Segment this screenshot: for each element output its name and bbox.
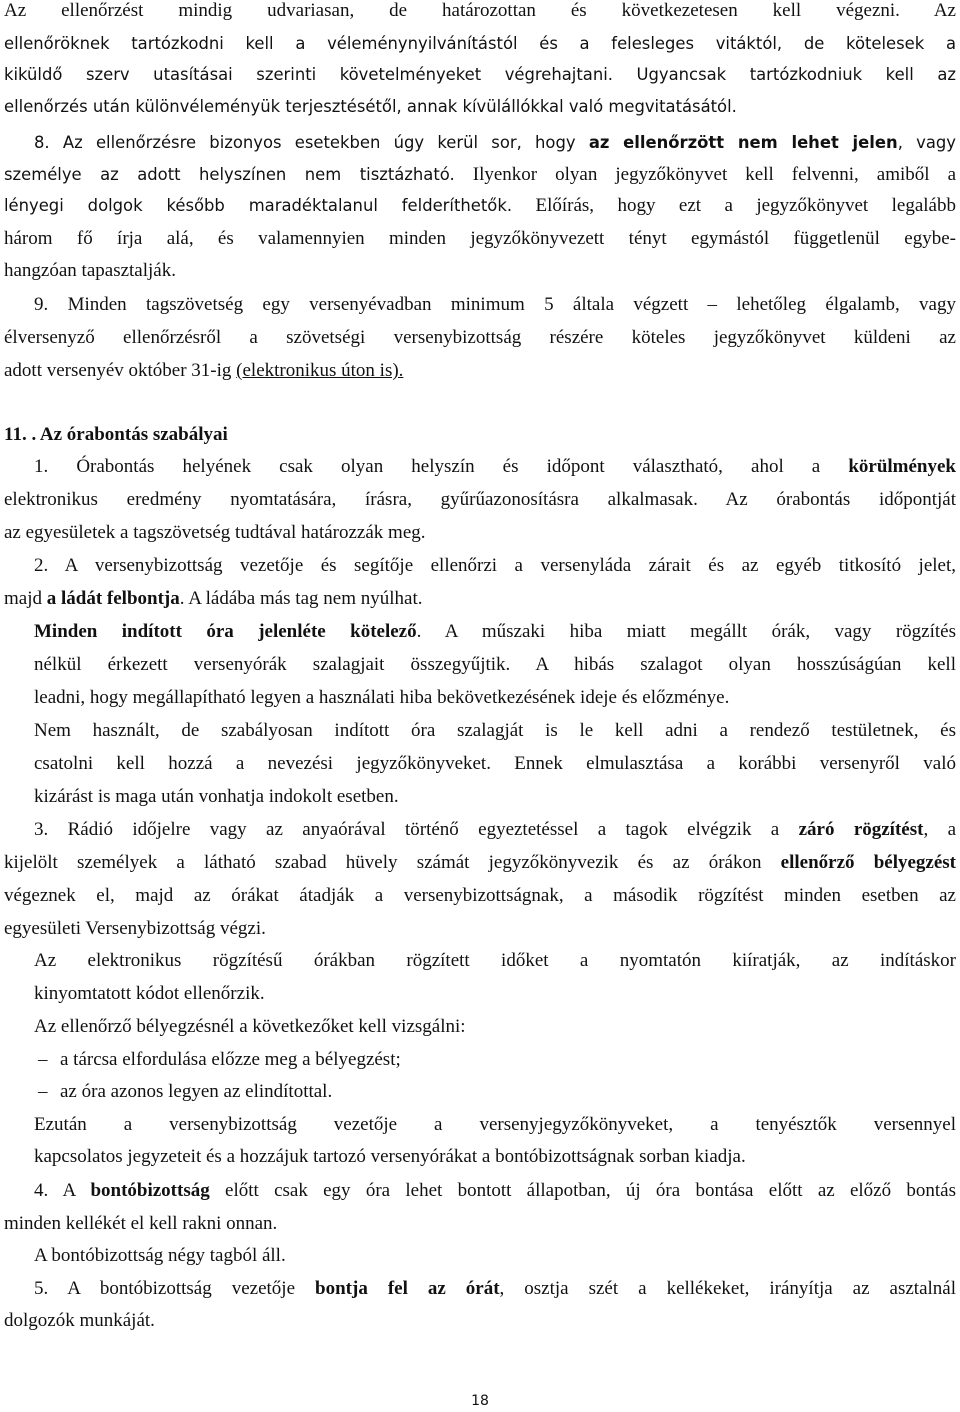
bold-phrase: bontóbizottság (90, 1180, 210, 1201)
text-line: Az ellenőrző bélyegzésnél a következőket kell vizsgálni: (34, 1016, 466, 1037)
bold-phrase: körülmények (848, 456, 956, 477)
text-line: csatolni kell hozzá a nevezési jegyzőkönyveket. Ennek elmulasztása a korábbi versenyről való (34, 753, 956, 774)
text-line (4, 356, 956, 386)
text-span: , a (923, 819, 956, 840)
text-line: kizárást is maga után vonhatja indokolt esetben. (34, 786, 399, 807)
paragraph-8 (34, 128, 956, 158)
text-line: három fő írja alá, és valamennyien minden jegyzőkönyvezett tényt egymástól függetlenül egybe- (4, 228, 956, 249)
section-title: 11. . Az órabontás szabályai (4, 424, 228, 445)
text-line: leadni, hogy megállapítható legyen a használati hiba bekövetkezésének ideje és előzménye. (34, 687, 730, 708)
text-line: ellenőrzés után különvéleményük terjesztésétől, annak kívülállókkal való megvitatásától. (4, 97, 737, 116)
text-span: 4. A (34, 1180, 91, 1201)
text-line (4, 848, 956, 878)
paragraph-9: 9. Minden tagszövetség egy versenyévadban minimum 5 általa végzett – lehetőleg élgalamb, vagy (34, 294, 956, 315)
text-line: kapcsolatos jegyzeteit és a hozzájuk tartozó versenyórákat a bontóbizottságnak sorban kiadja. (34, 1146, 746, 1167)
bold-phrase: záró rögzítést (798, 819, 924, 840)
text-line: nélkül érkezett versenyórák szalagjait összegyűjtik. A hibás szalagot olyan hosszúságúan kell (34, 654, 956, 675)
text-line (34, 617, 956, 647)
bold-phrase: ellenőrző bélyegzést (780, 852, 956, 873)
text-line: A bontóbizottság négy tagból áll. (34, 1245, 286, 1266)
bold-phrase: az ellenőrzött nem lehet jelen (588, 133, 898, 152)
bold-phrase: bontja fel az órát (315, 1278, 500, 1299)
text-span: , osztja szét a kellékeket, irányítja az asztalnál (499, 1278, 956, 1299)
text-line: hangzóan tapasztalják. (4, 260, 176, 281)
list-item: a tárcsa elfordulása előzze meg a bélyegzést; (60, 1049, 401, 1070)
text-span: előtt csak egy óra lehet bontott állapotban, új óra bontása előtt az előző bontás (209, 1180, 956, 1201)
rule-5 (34, 1274, 956, 1304)
text-line (4, 584, 956, 614)
text-line (4, 160, 956, 190)
rule-1 (34, 452, 956, 482)
text-span: 3. Rádió időjelre vagy az anyaórával történő egyeztetéssel a tagok elvégzik a (34, 819, 799, 840)
text-span: adott versenyév október 31-ig (4, 360, 237, 381)
text-line: Az elektronikus rögzítésű órákban rögzített időket a nyomtatón kiíratják, az indításkor (34, 950, 956, 971)
text-span: kijelölt személyek a látható szabad hüvely számát jegyzőkönyvezik és az órákon (4, 852, 781, 873)
text-line: egyesületi Versenybizottság végzi. (4, 918, 266, 939)
text-line: minden kellékét el kell rakni onnan. (4, 1213, 278, 1234)
text-span: majd (4, 588, 47, 609)
text-span: . A műszaki hiba miatt megállt órák, vagy rögzítés (416, 621, 956, 642)
underlined-phrase: (elektronikus úton is). (236, 360, 404, 381)
text-span: 5. A bontóbizottság vezetője (34, 1278, 316, 1299)
text-line: az egyesületek a tagszövetség tudtával határozzák meg. (4, 522, 426, 543)
text-line: elektronikus eredmény nyomtatására, írásra, gyűrűazonosításra alkalmasak. Az órabontás időpontját (4, 489, 956, 510)
list-item: az óra azonos legyen az elindítottal. (60, 1081, 333, 1102)
text-line: élversenyző ellenőrzésről a szövetségi versenybizottság részére köteles jegyzőkönyvet küldeni az (4, 327, 956, 348)
dash-bullet: – (38, 1049, 48, 1070)
text-span: . A ládába más tag nem nyúlhat. (179, 588, 423, 609)
text-span: Előírás, hogy ezt a jegyzőkönyvet legalább (512, 195, 956, 216)
section-heading (4, 420, 956, 450)
rule-3 (34, 815, 956, 845)
rule-4 (34, 1176, 956, 1206)
text-line: ellenőröknek tartózkodni kell a véleménynyilvánítástól és a felesleges vitáktól, de kötelesek a (4, 34, 956, 53)
text-line: kinyomtatott kódot ellenőrzik. (34, 983, 265, 1004)
page-number: 18 (471, 1393, 489, 1409)
text-line: Nem használt, de szabályosan indított óra szalagját is le kell adni a rendező testületnek, és (34, 720, 956, 741)
text-span: személye az adott helyszínen nem tisztázható. (4, 165, 455, 184)
text-line (4, 191, 956, 221)
text-line: Ezután a versenybizottság vezetője a versenyjegyzőkönyveket, a tenyésztők versennyel (34, 1114, 956, 1135)
text-span: lényegi dolgok később maradéktalanul felderíthetők. (4, 196, 513, 215)
bold-phrase: Minden indított óra jelenléte kötelező (34, 621, 417, 642)
text-line: dolgozók munkáját. (4, 1310, 155, 1331)
text-line: kiküldő szerv utasításai szerinti követelményeket végrehajtani. Ugyancsak tartózkodniuk kell az (4, 65, 956, 84)
rule-2: 2. A versenybizottság vezetője és segítője ellenőrzi a versenyláda zárait és az egyéb titkosító jelet, (34, 555, 956, 576)
text-span: 8. Az ellenőrzésre bizonyos esetekben úgy kerül sor, hogy (34, 133, 589, 152)
bold-phrase: a ládát felbontja (46, 588, 180, 609)
dash-bullet: – (38, 1081, 48, 1102)
text-line: végeznek el, majd az órákat átadják a versenybizottságnak, a második rögzítést minden esetben az (4, 885, 956, 906)
text-span: , vagy (897, 133, 956, 152)
text-line: Az ellenőrzést mindig udvariasan, de határozottan és következetesen kell végezni. Az (4, 0, 956, 21)
text-span: Ilyenkor olyan jegyzőkönyvet kell felvenni, amiből a (454, 164, 956, 185)
text-span: 1. Órabontás helyének csak olyan helyszín és időpont választható, ahol a (34, 456, 849, 477)
